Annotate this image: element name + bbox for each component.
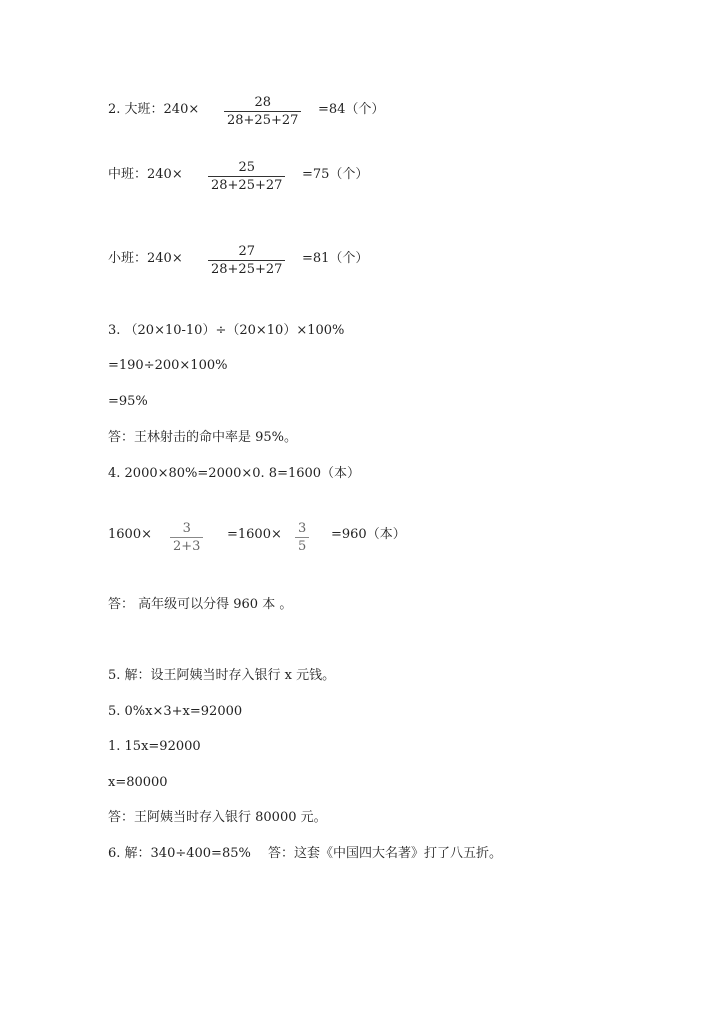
p4-line2-result: =960（本）: [331, 527, 406, 542]
fraction-bar: [208, 176, 285, 177]
p3-answer: 答：王林射击的命中率是 95%。: [108, 430, 298, 445]
fraction-numerator: 27: [238, 244, 255, 259]
fraction-numerator: 25: [238, 160, 255, 175]
p5-line3: 1. 15x=92000: [108, 739, 201, 754]
p4-line2-middle: =1600×: [227, 527, 282, 542]
p3-line3: =95%: [108, 394, 148, 409]
p2-line3-result: =81（个）: [302, 251, 369, 266]
p2-line2-result: =75（个）: [302, 167, 369, 182]
p4-answer: 答： 高年级可以分得 960 本 。: [108, 597, 293, 612]
fraction-denominator: 28+25+27: [227, 113, 299, 128]
p3-line1: 3. （20×10-10）÷（20×10）×100%: [108, 323, 345, 338]
p5-line2: 5. 0%x×3+x=92000: [108, 704, 243, 719]
p2-line3-fraction: [208, 244, 285, 277]
fraction-bar: [170, 537, 203, 538]
fraction-numerator: 28: [254, 95, 271, 110]
p2-line2-fraction: [208, 160, 285, 193]
fraction-denominator: 2+3: [173, 539, 201, 554]
fraction-bar: [208, 260, 285, 261]
p5-answer: 答：王阿姨当时存入银行 80000 元。: [108, 810, 327, 825]
p4-line1: 4. 2000×80%=2000×0. 8=1600（本）: [108, 466, 361, 481]
p2-line1-result: =84（个）: [318, 102, 385, 117]
p2-line2-prefix: 中班：240×: [108, 167, 183, 182]
fraction-bar: [224, 111, 301, 112]
fraction-denominator: 28+25+27: [211, 262, 283, 277]
p5-line1: 5. 解：设王阿姨当时存入银行 x 元钱。: [108, 668, 336, 683]
p4-fraction-2: [295, 521, 309, 554]
p6-line1: 6. 解：340÷400=85%: [108, 846, 251, 861]
p4-fraction-1: [170, 521, 203, 554]
fraction-numerator: 3: [182, 521, 191, 536]
fraction-denominator: 5: [298, 539, 307, 554]
p4-line2-prefix: 1600×: [108, 527, 152, 542]
p6-answer: 答：这套《中国四大名著》打了八五折。: [268, 846, 503, 861]
fraction-bar: [295, 537, 309, 538]
p2-line1-fraction: [224, 95, 301, 128]
p2-line3-prefix: 小班：240×: [108, 251, 183, 266]
p5-line4: x=80000: [108, 775, 168, 790]
p3-line2: =190÷200×100%: [108, 358, 228, 373]
fraction-denominator: 28+25+27: [211, 178, 283, 193]
p2-line1-prefix: 2. 大班：240×: [108, 102, 200, 117]
fraction-numerator: 3: [298, 521, 307, 536]
